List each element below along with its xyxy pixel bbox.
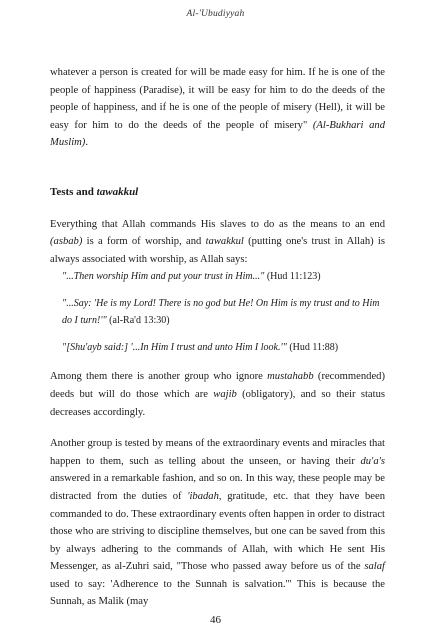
paragraph-tests-term-2: tawakkul bbox=[205, 236, 244, 248]
page-body bbox=[50, 64, 385, 611]
paragraph-another-part-1: Another group is tested by means of the extraordinary events and miracles that happen to them, such as telling about the unseen, or having their bbox=[50, 438, 385, 467]
quote-text: "...Say: 'He is my Lord! There is no god but He! On Him is my trust and to Him do I turn!'" bbox=[62, 298, 380, 327]
paragraph-intro-end: . bbox=[85, 137, 88, 149]
section-heading-prefix: Tests and bbox=[50, 185, 97, 198]
paragraph-intro bbox=[50, 64, 385, 152]
page-number: 46 bbox=[210, 614, 221, 626]
quote-text: "[Shu'ayb said:] '...In Him I trust and unto Him I look.'" bbox=[62, 342, 287, 354]
paragraph-tests-term-1: (asbab) bbox=[50, 236, 83, 248]
quran-quote bbox=[50, 295, 385, 329]
paragraph-intro-citation: (Al-Bukhari and Muslim) bbox=[50, 119, 385, 149]
running-head: Al-'Ubudiyyah bbox=[186, 9, 245, 19]
paragraph-another-term-3: salaf bbox=[364, 561, 385, 573]
paragraph-group bbox=[50, 368, 385, 421]
quote-reference: (Hud 11:88) bbox=[286, 342, 339, 354]
paragraph-another-part-3: , gratitude, etc. that they have been commanded to do. These extraordinary events often happen in order to distract those who are striving to discipline themselves, but one can be saved from this by always adhering to the commands of Allah, with which He sent His Messenger, as al-Zuhri said, "Those who passed away before us of the bbox=[50, 490, 385, 573]
paragraph-group-part-2: (recommended) deeds but will do those which are bbox=[50, 371, 385, 400]
quote-reference: (Hud 11:123) bbox=[264, 271, 321, 283]
paragraph-tests-part-3: (putting one's trust in Allah) is always associated with worship, as Allah says: bbox=[50, 236, 385, 265]
paragraph-tests bbox=[50, 216, 385, 269]
paragraph-group-term-1: mustahabb bbox=[267, 371, 314, 383]
quran-quote bbox=[50, 268, 385, 285]
quote-reference: (al-Ra'd 13:30) bbox=[106, 315, 170, 327]
quran-quote bbox=[50, 339, 385, 356]
paragraph-tests-part-2: is a form of worship, and bbox=[82, 236, 206, 248]
quote-text: "...Then worship Him and put your trust in Him..." bbox=[62, 271, 265, 283]
paragraph-another-group bbox=[50, 435, 385, 611]
paragraph-intro-text: whatever a person is created for will be made easy for him. If he is one of the people of happiness (Paradise), it will be easy for him to do the deeds of the people of happiness, and if he is one of the people of misery (Hell), it will be easy for him to do the deeds of the people of misery" bbox=[50, 67, 385, 131]
section-heading bbox=[50, 184, 385, 202]
paragraph-group-part-1: Among them there is another group who ignore bbox=[50, 371, 268, 383]
paragraph-another-term-1: du'a's bbox=[360, 455, 385, 467]
paragraph-group-part-3: (obligatory), and so their status decreases accordingly. bbox=[50, 388, 385, 418]
paragraph-group-term-2: wajib bbox=[213, 388, 237, 400]
paragraph-another-part-4: used to say: 'Adherence to the Sunnah is salvation.'" This is because the Sunnah, as Malik (may bbox=[50, 578, 385, 608]
paragraph-tests-part-1: Everything that Allah commands His slaves to do as the means to an end bbox=[50, 218, 385, 230]
paragraph-another-part-2: answered in a remarkable fashion, and so on. In this way, these people may be distracted from the duties of bbox=[50, 473, 385, 502]
section-heading-italic: tawakkul bbox=[96, 185, 139, 198]
paragraph-another-term-2: 'ibadah bbox=[187, 490, 219, 502]
